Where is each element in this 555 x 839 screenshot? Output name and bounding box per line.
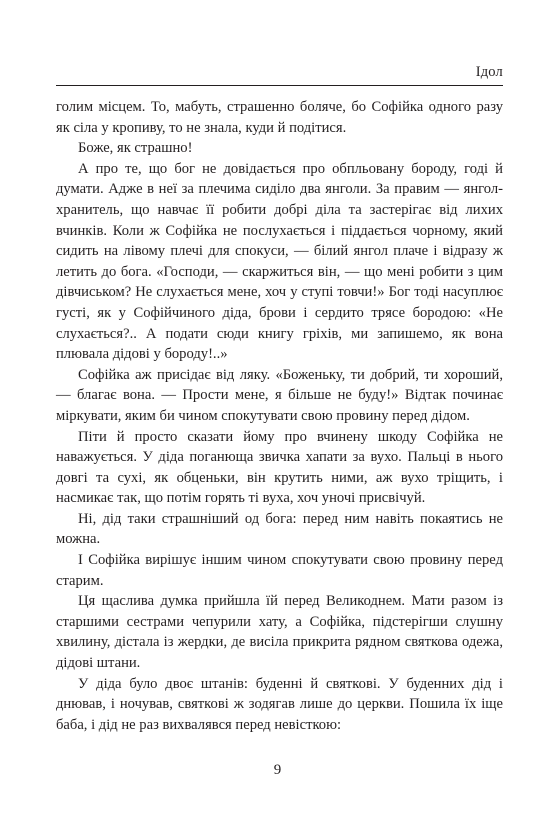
paragraph: Ця щаслива думка прийшла їй перед Великоднем. Мати разом із старшими сестрами чепурили хату, а Софійка, підстерігши слушну хвилину, дістала із жердки, де висіла прикрита рядном святкова одежа, дідові штани. — [56, 593, 503, 672]
paragraph: А про те, що бог не довідається про обпльовану бороду, годі й думати. Адже в неї за плечима сиділо два янголи. За правим — янгол-хранитель, що навчає її робити добрі діла та застерігає від лихих вчинків. Коли ж Софійка не послухається і піддається чорному, який сидить на лівому плечі для спокуси, — білий янгол плаче і відразу ж летить до бога. «Господи, — скаржиться він, — що мені робити з цим дівчиськом? Не слухається мене, хоч у ступі товчи!» Бог тоді насуплює густі, як у Софійчиного діда, брови і сердито трясе бородою: «Не слухається?.. А подати сюди книгу гріхів, ми запишемо, як вона плювала дідові у бороду!..» — [56, 160, 503, 363]
paragraph: голим місцем. То, мабуть, страшенно боляче, бо Софійка одного разу як сіла у кропиву, то не знала, куди й подітися. — [56, 99, 503, 136]
paragraph: Боже, як страшно! — [78, 140, 193, 157]
paragraph: І Софійка вирішує іншим чином спокутувати свою провину перед старим. — [56, 552, 503, 589]
running-head: Ідол — [475, 64, 503, 80]
header-rule — [56, 85, 503, 86]
paragraph: Ні, дід таки страшніший од бога: перед ним навіть покаятись не можна. — [56, 510, 503, 548]
paragraph: Піти й просто сказати йому про вчинену шкоду Софійка не наважується. У діда поганюща звичка хапати за вухо. Пальці в нього довгі та сухі, як обценьки, він крутить ними, аж вухо тріщить, і насмикає так, що потім горять ті вуха, хоч уночі присвічуй. — [56, 428, 503, 507]
paragraph: Софійка аж присідає від ляку. «Боженьку, ти добрий, ти хороший, — благає вона. — Прости мене, я більше не буду!» Відтак починає міркувати, яким би чином спокутувати свою провину перед дідом. — [56, 366, 503, 424]
body-text — [56, 97, 503, 735]
page-number: 9 — [273, 762, 282, 778]
paragraph: У діда було двоє штанів: буденні й святкові. У буденних дід і днював, і ночував, святкові ж зодягав лише до церкви. Пошила їх іще баба, і дід не раз вихвалявся перед невісткою: — [56, 675, 503, 733]
